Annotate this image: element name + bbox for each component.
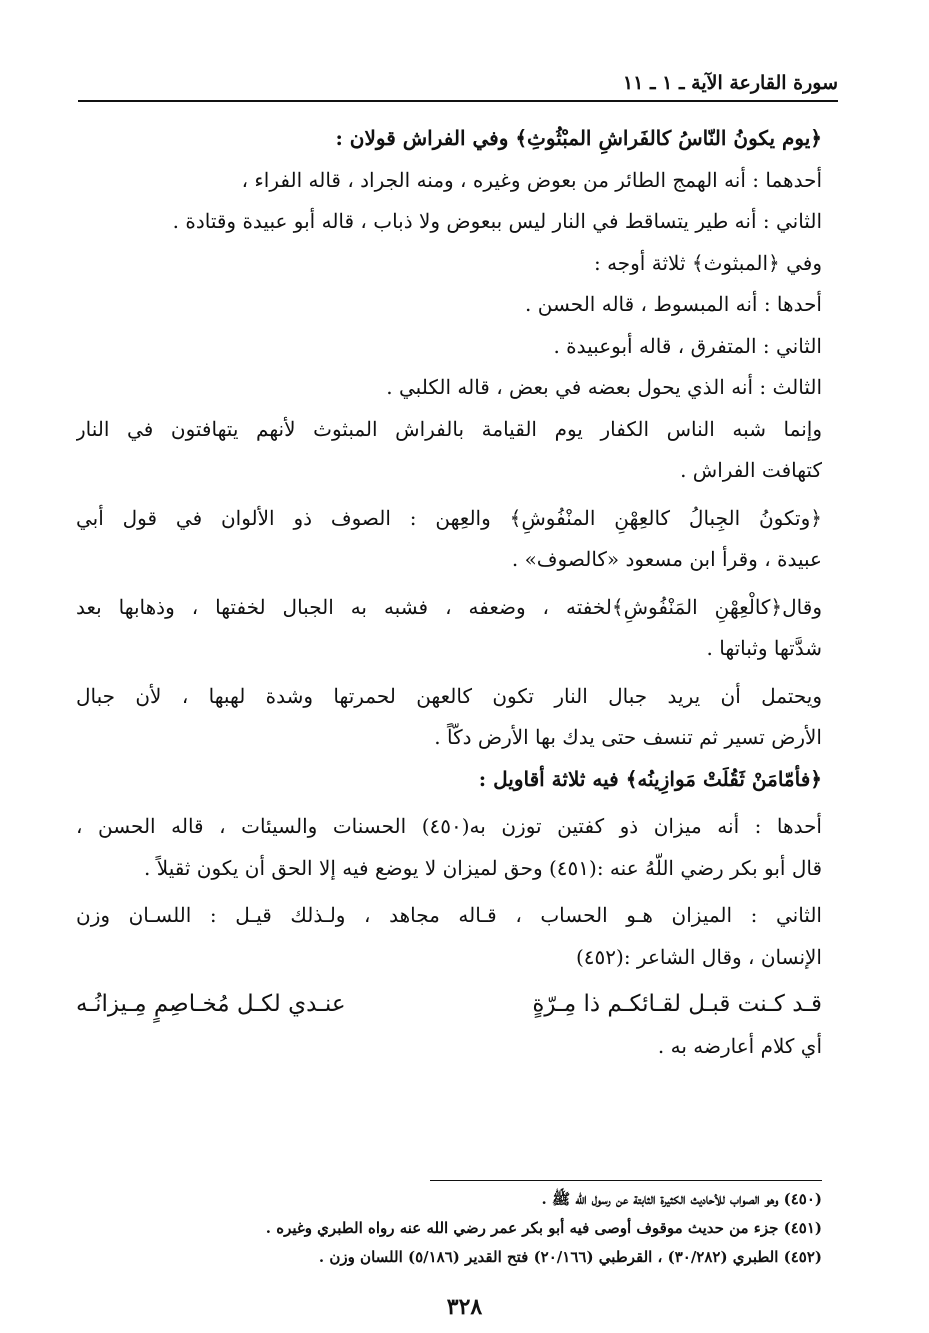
text-line: وإنما شبه الناس الكفار يوم القيامة بالفراش المبثوث لأنهم يتهافتون في النار bbox=[76, 416, 822, 441]
footnote-divider bbox=[430, 1180, 822, 1181]
footnote: (٤٥٠) وهو الصواب للأحاديث الكثيرة الثابتة عن رسول الله ﷺ . bbox=[541, 1190, 822, 1208]
footnote: (٤٥٢) الطبري (٣٠/٢٨٢) ، القرطبي (٢٠/١٦٦) فتح القدير (٥/١٨٦) اللسان وزن . bbox=[318, 1248, 822, 1266]
text-line: عبيدة ، وقرأ ابن مسعود «كالصوف» . bbox=[511, 547, 822, 571]
text-line: أي كلام أعارضه به . bbox=[657, 1033, 822, 1058]
text-line: الأرض تسير ثم تنسف حتى يدك بها الأرض دكّاً . bbox=[434, 725, 822, 749]
text-line: الثاني : الميزان هـو الحساب ، قـاله مجاهد ، ولـذلك قيـل : اللسـان وزن bbox=[76, 903, 822, 927]
verse-line: ﴿وتكونُ الجِبالُ كالعِهْنِ المنْفُوشِ﴾ والعِهن : الصوف ذو الألوان في قول أبي bbox=[76, 505, 822, 530]
page-number: ٣٢٨ bbox=[446, 1294, 483, 1320]
text-line: شدَّتها وثباتها . bbox=[706, 636, 822, 660]
text-line: وقال﴿كالْعِهْنِ المَنْفُوشِ﴾لخفته ، وضعفه ، فشبه به الجبال لخفتها ، وذهابها بعد bbox=[76, 594, 822, 619]
text-line: قال أبو بكر رضي اللّهُ عنه :(٤٥١) وحق لميزان لا يوضع فيه إلا الحق أن يكون ثقيلاً . bbox=[144, 855, 822, 880]
text-line: الإنسان ، وقال الشاعر :(٤٥٢) bbox=[575, 944, 822, 969]
header-divider bbox=[78, 100, 838, 102]
poem-second-hemistich: عنـدي لكـل مُخـاصِمٍ مِـيزانُـه bbox=[76, 991, 346, 1017]
verse-line: ﴿فأمّامَنْ ثَقُلَتْ مَوازِينُه﴾ فيه ثلاثة أقاويل : bbox=[478, 766, 822, 791]
poem-first-hemistich: قـد كـنت قبـل لقـائكـم ذا مِـرّةٍ bbox=[532, 991, 822, 1017]
text-line: كتهافت الفراش . bbox=[680, 458, 822, 482]
footnote: (٤٥١) جزء من حديث موقوف أوصى فيه أبو بكر عمر رضي الله عنه رواه الطبري وغيره . bbox=[265, 1219, 822, 1237]
text-line: وفي ﴿المبثوث﴾ ثلاثة أوجه : bbox=[593, 250, 822, 275]
text-line: الثاني : أنه طير يتساقط في النار ليس ببعوض ولا ذباب ، قاله أبو عبيدة وقتادة . bbox=[172, 209, 822, 233]
poem-verse bbox=[76, 984, 822, 1026]
text-line: ويحتمل أن يريد جبال النار تكون كالعهن لحمرتها وشدة لهبها ، لأن جبال bbox=[76, 683, 822, 708]
running-header: سورة القارعة الآية ـ ١ ـ ١١ bbox=[622, 72, 838, 94]
text-line: أحدها : أنه المبسوط ، قاله الحسن . bbox=[525, 292, 822, 316]
verse-line: ﴿يوم يكونُ النّاسُ كالفَراشِ المبْثُوثِ﴾ وفي الفراش قولان : bbox=[335, 126, 822, 150]
footnotes bbox=[100, 1185, 822, 1272]
main-text bbox=[76, 118, 822, 1067]
text-line: أحدهما : أنه الهمج الطائر من بعوض وغيره ، ومنه الجراد ، قاله الفراء ، bbox=[241, 167, 822, 192]
text-line: الثاني : المتفرق ، قاله أبوعبيدة . bbox=[553, 333, 822, 358]
text-line: أحدها : أنه ميزان ذو كفتين توزن به(٤٥٠) الحسنات والسيئات ، قاله الحسن ، bbox=[76, 814, 822, 838]
text-line: الثالث : أنه الذي يحول بعضه في بعض ، قاله الكلبي . bbox=[386, 375, 822, 399]
